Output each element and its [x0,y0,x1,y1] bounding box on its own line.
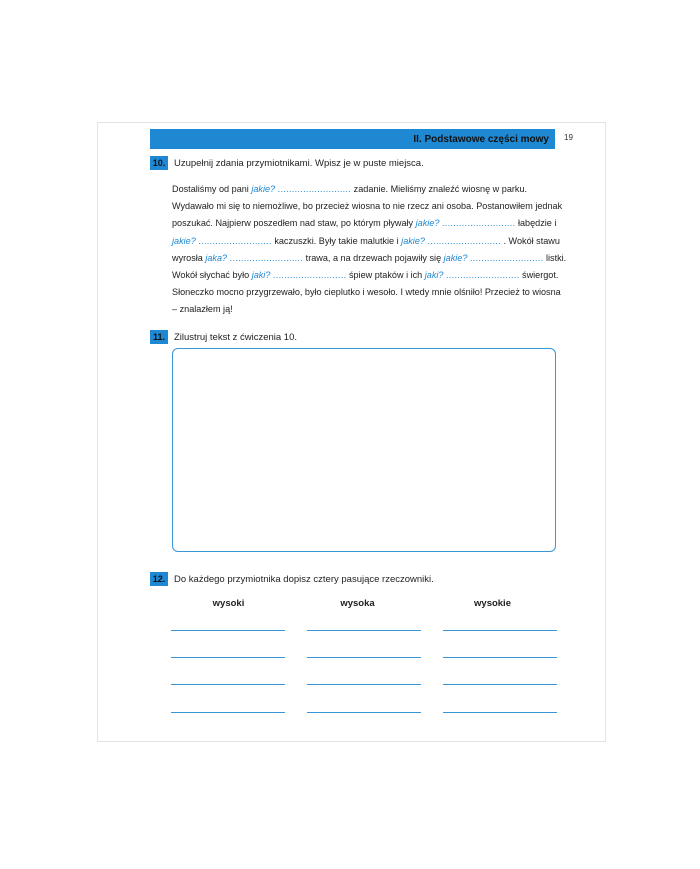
fill-blank[interactable]: .......................... [272,270,347,281]
fill-blank[interactable]: .......................... [229,252,304,263]
section-header-bar [150,129,555,149]
exercise-10-number: 10. [150,156,168,170]
answer-line-wysoka[interactable] [307,657,421,658]
exercise-11-instruction: Zilustruj tekst z ćwiczenia 10. [174,331,298,343]
hint-question: jakie? [443,252,468,263]
text-part: świergot. Słoneczko mocno przygrzewało, było cieplutko i wesoło. I wtedy mnie olśniło! Przecież to wiosna – znalazłem ją! [172,270,561,315]
answer-line-wysoka[interactable] [307,712,421,713]
hint-question: jakie? [251,184,276,194]
exercise-12-instruction: Do każdego przymiotnika dopisz cztery pasujące rzeczowniki. [174,573,434,585]
hint-question: jaka? [205,252,228,263]
exercise-10-instruction: Uzupełnij zdania przymiotnikami. Wpisz je w puste miejsca. [174,157,424,169]
exercise-11-header [150,330,297,344]
workbook-page [97,122,606,742]
fill-blank[interactable]: .......................... [427,235,501,246]
hint-question: jakie? [172,235,196,246]
fill-blank[interactable]: .......................... [198,235,272,246]
fill-blank[interactable]: .......................... [446,270,520,281]
hint-question: jakie? [415,218,440,229]
answer-line-wysokie[interactable] [443,712,557,713]
answer-line-wysokie[interactable] [443,630,557,631]
answer-line-wysoki[interactable] [171,684,285,685]
answer-line-wysoki[interactable] [171,657,285,658]
section-title: II. Podstawowe części mowy [413,133,549,145]
answer-line-wysoka[interactable] [307,630,421,631]
answer-line-wysoki[interactable] [171,630,285,631]
answer-line-wysokie[interactable] [443,657,557,658]
fill-blank[interactable]: .......................... [469,252,544,263]
text-part: . Wokół stawu wyrosła [172,235,560,263]
exercise-11-number: 11. [150,330,168,344]
hint-question: jaki? [251,270,271,281]
text-part: zadanie. Mieliśmy znaleźć wiosnę w parku. Wydawało mi się to niemożliwe, bo przecież wiosna to nie rzecz ani osoba. Postanowiłem jednak poszukać. Najpierw poszedłem nad staw, po którym pływały [172,184,563,229]
column-heading-wysoka: wysoka [340,598,375,609]
answer-line-wysokie[interactable] [443,684,557,685]
text-part: listki. Wokół słychać było [172,252,567,281]
illustration-box[interactable] [172,348,556,552]
exercise-10-text [172,181,567,319]
hint-question: jakie? [401,235,425,246]
answer-line-wysoki[interactable] [171,712,285,713]
column-heading-wysokie: wysokie [474,598,511,609]
text-part: kaczuszki. Były takie malutkie i [271,235,402,246]
fill-blank[interactable]: .......................... [441,218,516,229]
text-part: trawa, a na drzewach pojawiły się [303,252,444,263]
answer-line-wysoka[interactable] [307,684,421,685]
exercise-10-header [150,156,424,170]
text-part: łabędzie i [515,218,557,229]
hint-question: jaki? [424,270,444,281]
text-part: Dostaliśmy od pani [172,184,252,194]
page-number: 19 [564,133,573,142]
exercise-12-number: 12. [150,572,168,586]
exercise-12-header [150,572,434,586]
fill-blank[interactable]: .......................... [277,184,352,194]
column-heading-wysoki: wysoki [212,598,245,609]
text-part: śpiew ptaków i ich [346,270,425,281]
